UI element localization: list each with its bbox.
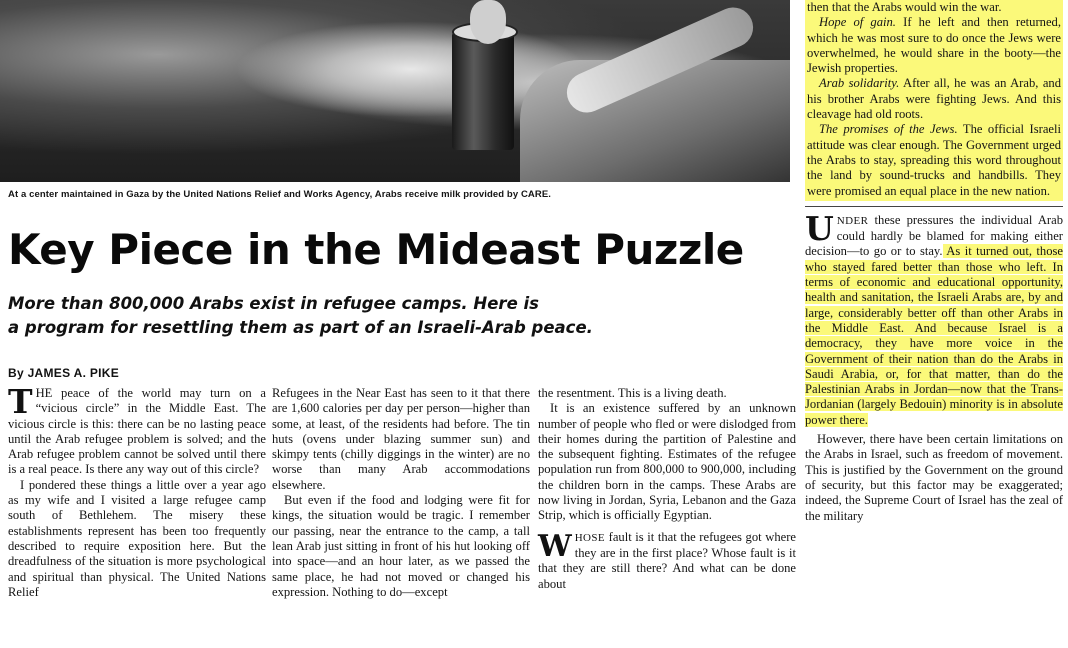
small-caps-lead: HOSE — [574, 531, 606, 544]
photo-milk-can — [452, 30, 514, 150]
highlighted-passage — [805, 0, 1063, 201]
deck-line-1: More than 800,000 Arabs exist in refugee camps. Here is — [8, 294, 539, 313]
byline: By JAMES A. PIKE — [8, 366, 120, 380]
deck-line-2: a program for resettling them as part of an Israeli-Arab peace. — [8, 318, 593, 337]
paragraph — [8, 382, 266, 478]
paragraph — [807, 122, 1061, 198]
article-deck — [8, 292, 788, 340]
paragraph: It is an existence suffered by an unknown number of people who fled or were dislodged from their homes during the partition of Palestine and the subsequent fighting. Estimates of the refugee population run from 800,000 to 900,000, including the children born in the camps. These Arabs are now living in Jordan, Syria, Lebanon and the Gaza Strip, which is officially Egyptian. — [538, 401, 796, 523]
highlighted-text: As it turned out, those who stayed fared better than those who left. In terms of economic and educational opportunity, health and sanitation, the Israeli Arabs are, by and large, considerably better off than other Arabs in the Middle East. And because Israel is a democracy, they have more voice in the Government of their nation than do the Arabs in Saudi Arabia, or, for that matter, than do the Palestinian Arabs in Jordan—now that the Trans-Jordanian (largely Bedouin) minority is in absolute power there. — [805, 244, 1063, 427]
article-column-3 — [538, 386, 796, 592]
paragraph: Refugees in the Near East has seen to it that there are 1,600 calories per day per person—higher than some, at least, of the residents had before. The tin huts (ovens under blazing summer sun) and skimpy tents (chilly diggings in the winter) are no worse than many Arab accommodations elsewhere. — [272, 386, 530, 492]
article-column-4 — [805, 0, 1063, 524]
drop-cap: U — [805, 208, 834, 248]
small-caps-lead: NDER — [836, 214, 869, 227]
paragraph — [807, 76, 1061, 122]
paragraph-text: If he left and then returned, which he was most sure to do once the Jews were overwhelmed, he would share in the booty—the Jewish properties. — [807, 15, 1061, 76]
paragraph-text: After all, he was an Arab, and his brother Arabs were fighting Jews. And this cleavage had old roots. — [807, 76, 1061, 122]
paragraph: But even if the food and lodging were fit for kings, the situation would be tragic. I remember our passing, near the entrance to the camp, a tall lean Arab just sitting in front of his hut looking off into space—and an hour later, as we passed the same place, he had not moved or changed his expression. Nothing to do—except — [272, 493, 530, 599]
subhead: The promises of the Jews. — [819, 122, 958, 137]
paragraph-text: The official Israeli attitude was clear enough. The Government urged the Arabs to stay, spreading this word throughout the land by sound-trucks and handbills. They were promised an equal place in the new nation. — [807, 122, 1061, 198]
photo-hand — [470, 0, 506, 44]
paragraph — [805, 208, 1063, 428]
divider — [805, 206, 1063, 207]
paragraph-text: these pressures the individual Arab could hardly be blamed for making either decision—to go or to stay. — [805, 212, 1063, 259]
paragraph-text: fault is it that the refugees got where they are in the first place? Whose fault is it that they are still there? And what can be done about — [538, 529, 796, 591]
news-photo — [0, 0, 790, 182]
drop-cap: T — [8, 382, 33, 421]
paragraph — [538, 530, 796, 592]
article-column-1 — [8, 382, 266, 600]
subhead: Arab solidarity. — [819, 76, 900, 91]
subhead: Hope of gain. — [819, 15, 896, 30]
paragraph: I pondered these things a little over a year ago as my wife and I visited a large refugee camp south of Bethlehem. The misery these establishments represent has been too frequently described to require exposition here. But the dreadfulness of the situation is more psychological and spiritual than physical. The United Nations Relief — [8, 477, 266, 599]
article-headline: Key Piece in the Mideast Puzzle — [8, 225, 744, 274]
paragraph: the resentment. This is a living death. — [538, 386, 727, 400]
article-column-2 — [272, 386, 530, 600]
drop-cap: W — [538, 528, 572, 564]
paragraph-text: HE peace of the world may turn on a “vicious circle” in the Middle East. The vicious circle is this: there can be no lasting peace until the Arab refugee problem is solved; and the Arab refugee problem cannot be solved until there is a real peace. Is there any way out of this circle? — [8, 386, 266, 477]
photo-caption: At a center maintained in Gaza by the United Nations Relief and Works Agency, Arabs receive milk provided by CARE. — [8, 189, 552, 200]
paragraph — [807, 15, 1061, 76]
paragraph: then that the Arabs would win the war. — [807, 0, 1002, 14]
paragraph: However, there have been certain limitations on the Arabs in Israel, such as freedom of movement. This is justified by the Government on the ground of security, but this factor may be exaggerated; indeed, the Supreme Court of Israel has the zeal of the military — [805, 432, 1063, 523]
